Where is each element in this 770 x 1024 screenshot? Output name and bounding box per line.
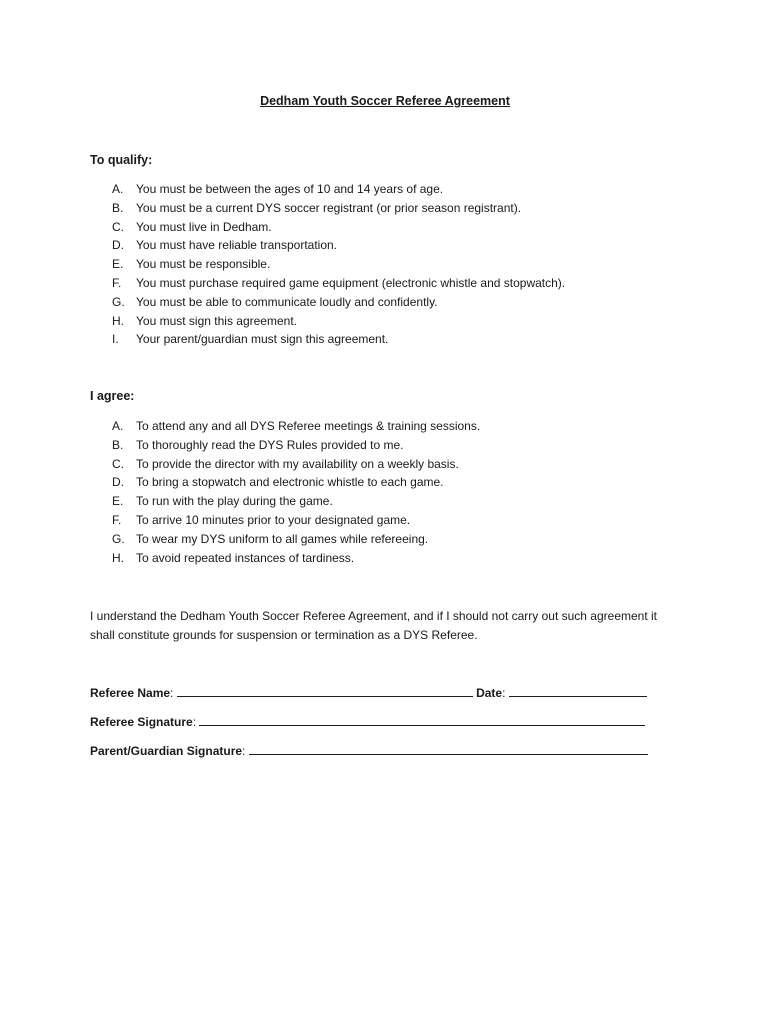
separator: : <box>502 686 506 700</box>
list-text: Your parent/guardian must sign this agreement. <box>136 332 389 347</box>
date-field[interactable] <box>509 684 647 697</box>
list-text: You must be between the ages of 10 and 14 years of age. <box>136 182 444 196</box>
list-marker: I. <box>112 332 119 347</box>
referee-name-row <box>90 684 647 700</box>
list-item <box>112 199 712 218</box>
qualify-heading: To qualify: <box>90 153 153 167</box>
list-text: You must purchase required game equipment (electronic whistle and stopwatch). <box>136 275 566 290</box>
list-marker: B. <box>112 437 124 452</box>
agree-list <box>112 417 712 567</box>
list-item <box>112 436 712 455</box>
list-marker: F. <box>112 275 122 290</box>
list-text: To arrive 10 minutes prior to your designated game. <box>136 512 411 527</box>
separator: : <box>242 744 246 758</box>
list-item <box>112 293 712 312</box>
list-marker: G. <box>112 531 125 546</box>
list-marker: A. <box>112 182 124 196</box>
list-item <box>112 511 712 530</box>
list-text: To attend any and all DYS Referee meetings & training sessions. <box>136 419 481 433</box>
list-marker: H. <box>112 313 124 328</box>
list-item <box>112 312 712 331</box>
referee-name-field[interactable] <box>177 684 473 697</box>
list-marker: D. <box>112 475 124 490</box>
list-text: To provide the director with my availability on a weekly basis. <box>136 456 459 471</box>
list-text: To run with the play during the game. <box>136 494 333 509</box>
agreement-statement: I understand the Dedham Youth Soccer Referee Agreement, and if I should not carry out such agreement it shall constitute grounds for suspension or termination as a DYS Referee. <box>90 609 658 642</box>
list-text: You must live in Dedham. <box>136 219 272 234</box>
separator: : <box>170 686 174 700</box>
qualify-list <box>112 180 712 349</box>
list-text: To avoid repeated instances of tardiness. <box>136 550 355 565</box>
list-marker: E. <box>112 494 124 509</box>
list-text: You must be able to communicate loudly and confidently. <box>136 294 438 309</box>
list-text: You must be a current DYS soccer registrant (or prior season registrant). <box>136 200 522 215</box>
list-marker: H. <box>112 550 124 565</box>
list-marker: F. <box>112 512 122 527</box>
list-marker: E. <box>112 257 124 272</box>
referee-signature-label: Referee Signature <box>90 715 193 729</box>
list-item <box>112 530 712 549</box>
list-item <box>112 549 712 568</box>
parent-signature-row <box>90 742 648 758</box>
parent-signature-field[interactable] <box>249 742 648 755</box>
list-marker: G. <box>112 294 125 309</box>
parent-signature-label: Parent/Guardian Signature <box>90 744 243 758</box>
list-item <box>112 417 712 436</box>
date-label: Date <box>476 686 503 700</box>
referee-signature-row <box>90 713 645 729</box>
document-title: Dedham Youth Soccer Referee Agreement <box>260 94 510 108</box>
separator: : <box>192 715 197 729</box>
list-item <box>112 255 712 274</box>
list-item <box>112 492 712 511</box>
list-item <box>112 455 712 474</box>
list-marker: C. <box>112 456 124 471</box>
list-marker: C. <box>112 219 124 234</box>
list-item <box>112 236 712 255</box>
list-marker: D. <box>112 238 124 253</box>
list-item <box>112 218 712 237</box>
list-item <box>112 180 712 199</box>
list-item <box>112 473 712 492</box>
agree-heading: I agree: <box>90 389 135 403</box>
list-text: To wear my DYS uniform to all games while refereeing. <box>136 531 429 546</box>
list-text: To bring a stopwatch and electronic whistle to each game. <box>136 475 444 490</box>
list-text: To thoroughly read the DYS Rules provided to me. <box>136 437 404 452</box>
list-text: You must be responsible. <box>136 257 271 272</box>
list-item <box>112 274 712 293</box>
referee-signature-field[interactable] <box>199 713 645 726</box>
list-text: You must have reliable transportation. <box>136 238 338 253</box>
list-marker: B. <box>112 200 124 215</box>
list-item <box>112 330 712 349</box>
referee-name-label: Referee Name <box>90 686 171 700</box>
list-text: You must sign this agreement. <box>136 313 297 328</box>
list-marker: A. <box>112 419 124 433</box>
